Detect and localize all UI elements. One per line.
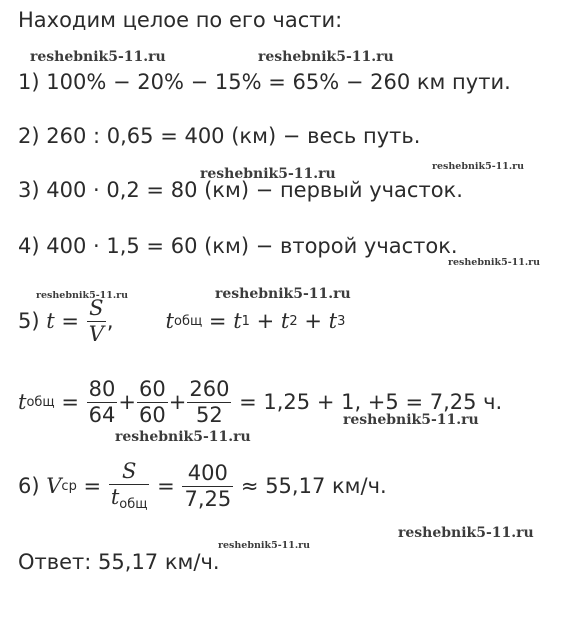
time-symbol: t bbox=[165, 308, 174, 333]
subscript: общ bbox=[174, 313, 203, 329]
fraction bbox=[182, 461, 233, 510]
equals-sign: = bbox=[157, 473, 175, 498]
watermark: reshebnik5-11.ru bbox=[218, 540, 311, 551]
plus-sign: + bbox=[304, 308, 322, 333]
numerator: 260 bbox=[189, 377, 230, 402]
fraction bbox=[87, 377, 118, 426]
watermark: reshebnik5-11.ru bbox=[215, 286, 351, 302]
speed-symbol: V bbox=[88, 321, 104, 346]
numerator: 400 bbox=[182, 461, 233, 486]
step-label: 3) bbox=[18, 178, 40, 202]
step-label: 5) bbox=[18, 308, 40, 333]
step-text: 400 · 0,2 = 80 (км) − первый участок. bbox=[46, 178, 463, 202]
fraction-s-over-v bbox=[87, 296, 106, 345]
time-symbol: t bbox=[280, 308, 290, 333]
speed-symbol: V bbox=[46, 473, 62, 498]
step-4 bbox=[18, 236, 458, 257]
comma: , bbox=[106, 308, 114, 333]
total-time bbox=[18, 372, 502, 432]
equals-sign: = bbox=[61, 389, 79, 414]
distance-symbol: S bbox=[89, 296, 104, 321]
step-text: 400 · 1,5 = 60 (км) − второй участок. bbox=[46, 234, 458, 258]
plus-sign: + bbox=[118, 389, 136, 414]
denominator: 64 bbox=[88, 402, 116, 427]
watermark: reshebnik5-11.ru bbox=[30, 49, 166, 65]
plus-sign: + bbox=[168, 389, 187, 414]
step-6 bbox=[18, 456, 387, 516]
watermark: reshebnik5-11.ru bbox=[258, 49, 394, 65]
equals-sign: = bbox=[61, 308, 79, 333]
heading: Находим целое по его части: bbox=[18, 8, 343, 32]
step-1 bbox=[18, 72, 511, 93]
step-text: 260 : 0,65 = 400 (км) − весь путь. bbox=[46, 124, 421, 148]
watermark: reshebnik5-11.ru bbox=[115, 429, 251, 445]
step-text: 100% − 20% − 15% = 65% − 260 км пути. bbox=[46, 70, 511, 94]
subscript: 1 bbox=[241, 313, 250, 329]
subscript: ср bbox=[61, 478, 77, 494]
watermark: reshebnik5-11.ru bbox=[36, 290, 129, 301]
equals-sign: = bbox=[208, 308, 227, 333]
denominator: 7,25 bbox=[184, 486, 232, 511]
step-label: 1) bbox=[18, 70, 40, 94]
step-label: 6) bbox=[18, 473, 40, 498]
time-symbol: t bbox=[328, 308, 338, 333]
step-label: 2) bbox=[18, 124, 40, 148]
denominator: 52 bbox=[196, 402, 223, 427]
subscript: общ bbox=[26, 394, 55, 410]
answer: Ответ: 55,17 км/ч. bbox=[18, 550, 220, 574]
step-2 bbox=[18, 126, 420, 147]
fraction bbox=[187, 377, 231, 426]
numerator: 60 bbox=[139, 377, 166, 402]
watermark: reshebnik5-11.ru bbox=[448, 257, 541, 268]
step-3 bbox=[18, 180, 463, 201]
plus-sign: + bbox=[256, 308, 275, 333]
time-symbol: t bbox=[233, 308, 242, 333]
time-symbol: t bbox=[110, 484, 120, 509]
distance-symbol: S bbox=[121, 459, 137, 484]
step-5 bbox=[18, 295, 345, 347]
result: ≈ 55,17 км/ч. bbox=[240, 473, 387, 498]
subscript: общ bbox=[119, 496, 148, 512]
time-symbol: t bbox=[46, 308, 55, 333]
subscript: 3 bbox=[337, 313, 346, 329]
fraction bbox=[137, 377, 168, 426]
time-symbol: t bbox=[18, 389, 27, 414]
denominator: 60 bbox=[139, 402, 166, 427]
result: = 1,25 + 1, +5 = 7,25 ч. bbox=[239, 389, 503, 414]
watermark: reshebnik5-11.ru bbox=[343, 412, 479, 428]
watermark: reshebnik5-11.ru bbox=[432, 161, 525, 172]
subscript: 2 bbox=[289, 313, 298, 329]
equals-sign: = bbox=[83, 473, 102, 498]
watermark: reshebnik5-11.ru bbox=[200, 166, 336, 182]
fraction-s-over-t bbox=[109, 459, 150, 512]
numerator: 80 bbox=[88, 377, 116, 402]
watermark: reshebnik5-11.ru bbox=[398, 525, 534, 541]
step-label: 4) bbox=[18, 234, 40, 258]
